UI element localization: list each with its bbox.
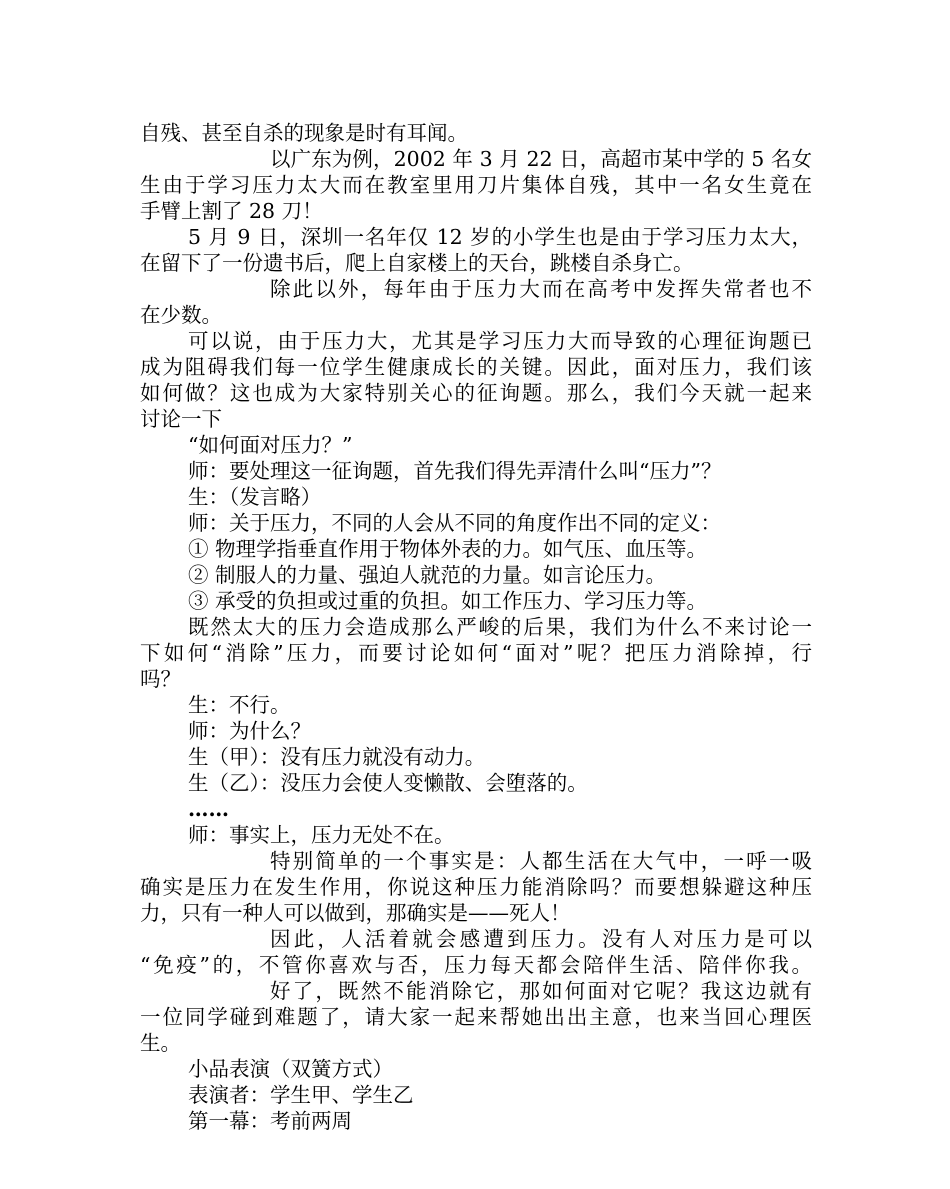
text-line: 生（甲）：没有压力就没有动力。 bbox=[188, 745, 486, 769]
text-line: 好了，既然不能消除它，那如何面对它呢？我这边就有 bbox=[270, 979, 812, 1003]
list-item: ① 物理学指垂直作用于物体外表的力。如气压、血压等。 bbox=[188, 537, 708, 561]
ellipsis-line: …… bbox=[188, 797, 229, 821]
text-line: 手臂上割了 28 刀！ bbox=[140, 199, 323, 223]
text-line: 一位同学碰到难题了，请大家一起来帮她出出主意，也来当回心理医 bbox=[140, 1005, 812, 1029]
text-line: 生。 bbox=[140, 1031, 181, 1055]
text-line: 师：关于压力，不同的人会从不同的角度作出不同的定义： bbox=[188, 511, 721, 535]
text-line: 吗？ bbox=[140, 667, 181, 691]
text-line: 在少数。 bbox=[140, 303, 222, 327]
text-line: 可以说，由于压力大，尤其是学习压力大而导致的心理征询题已 bbox=[188, 329, 812, 353]
list-item: ② 制服人的力量、强迫人就范的力量。如言论压力。 bbox=[188, 563, 667, 587]
text-line: 既然太大的压力会造成那么严峻的后果，我们为什么不来讨论一 bbox=[188, 615, 812, 639]
text-line: 因此，人活着就会感遭到压力。没有人对压力是可以 bbox=[270, 927, 812, 951]
text-line: 如何做？这也成为大家特别关心的征询题。那么，我们今天就一起来 bbox=[140, 381, 812, 405]
text-line: 在留下了一份遗书后，爬上自家楼上的天台，跳楼自杀身亡。 bbox=[140, 251, 694, 275]
text-line: 讨论一下 bbox=[140, 407, 222, 431]
text-line: 表演者：学生甲、学生乙 bbox=[188, 1083, 414, 1107]
text-line: 生：不行。 bbox=[188, 693, 291, 717]
text-line: 除此以外，每年由于压力大而在高考中发挥失常者也不 bbox=[270, 277, 812, 301]
text-line: 师：事实上，压力无处不在。 bbox=[188, 823, 455, 847]
text-line: 师：要处理这一征询题，首先我们得先弄清什么叫“压力”？ bbox=[188, 459, 722, 483]
text-line: 师：为什么？ bbox=[188, 719, 311, 743]
text-line: 5 月 9 日，深圳一名年仅 12 岁的小学生也是由于学习压力太大， bbox=[188, 225, 812, 249]
text-line: 生：（发言略） bbox=[188, 485, 322, 509]
text-line: 第一幕：考前两周 bbox=[188, 1109, 352, 1133]
text-line: 生（乙）：没压力会使人变懒散、会堕落的。 bbox=[188, 771, 588, 795]
text-line: “如何面对压力？” bbox=[188, 433, 353, 457]
text-line: “免疫”的，不管你喜欢与否，压力每天都会陪伴生活、陪伴你我。 bbox=[140, 953, 812, 977]
text-line: 特别简单的一个事实是：人都生活在大气中，一呼一吸 bbox=[270, 849, 812, 873]
text-line: 以广东为例，2002 年 3 月 22 日，高超市某中学的 5 名女 bbox=[270, 147, 812, 171]
text-line: 成为阻碍我们每一位学生健康成长的关键。因此，面对压力，我们该 bbox=[140, 355, 812, 379]
text-line: 自残、甚至自杀的现象是时有耳闻。 bbox=[140, 121, 468, 145]
list-item: ③ 承受的负担或过重的负担。如工作压力、学习压力等。 bbox=[188, 589, 708, 613]
text-line: 力，只有一种人可以做到，那确实是——死人！ bbox=[140, 901, 571, 925]
text-line: 生由于学习压力太大而在教室里用刀片集体自残，其中一名女生竟在 bbox=[140, 173, 812, 197]
text-line: 下如何“消除”压力，而要讨论如何“面对”呢？把压力消除掉，行 bbox=[140, 641, 812, 665]
text-line: 确实是压力在发生作用，你说这种压力能消除吗？而要想躲避这种压 bbox=[140, 875, 812, 899]
text-line: 小品表演（双簧方式） bbox=[188, 1057, 393, 1081]
